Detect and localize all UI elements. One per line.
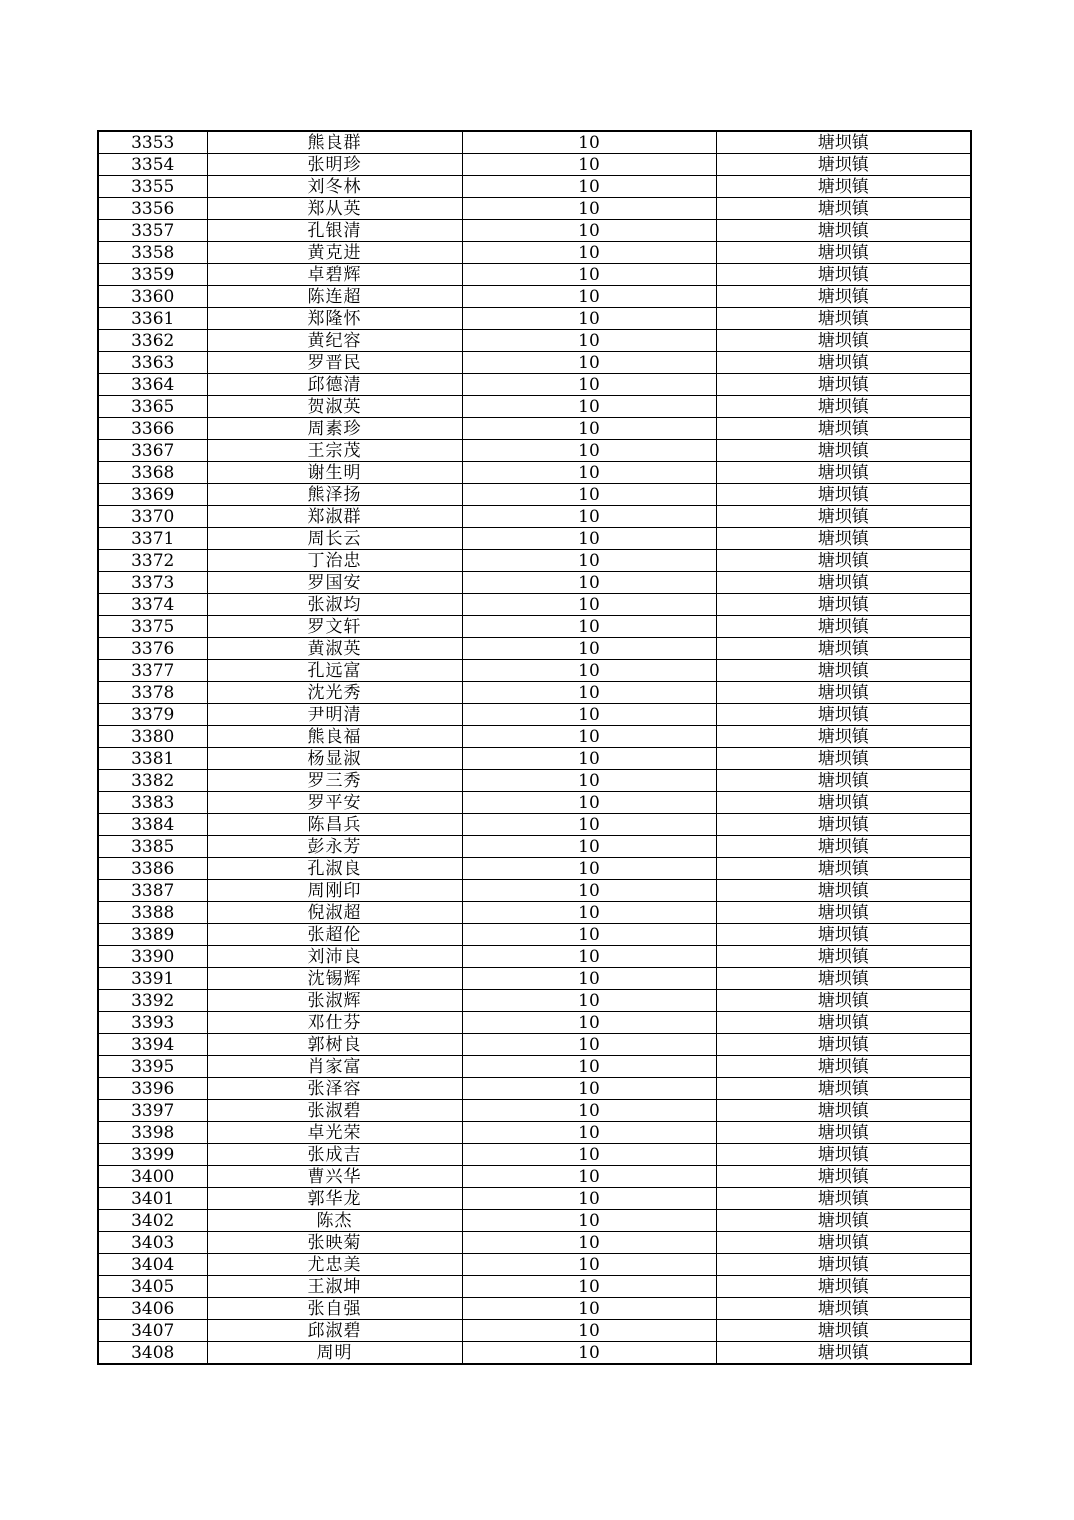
table-row	[98, 726, 971, 748]
table-row	[98, 462, 971, 484]
name-cell: 张淑均	[207, 594, 462, 616]
name-cell: 黄纪容	[207, 330, 462, 352]
table-row	[98, 1166, 971, 1188]
name-cell: 邱德清	[207, 374, 462, 396]
row-number-cell: 3406	[98, 1298, 207, 1320]
value-cell: 10	[462, 154, 716, 176]
name-cell: 陈昌兵	[207, 814, 462, 836]
town-cell: 塘坝镇	[716, 242, 971, 264]
name-cell: 尹明清	[207, 704, 462, 726]
value-cell: 10	[462, 1276, 716, 1298]
row-number-cell: 3382	[98, 770, 207, 792]
name-cell: 周刚印	[207, 880, 462, 902]
table-row	[98, 1034, 971, 1056]
table-row	[98, 1144, 971, 1166]
value-cell: 10	[462, 198, 716, 220]
row-number-cell: 3386	[98, 858, 207, 880]
row-number-cell: 3392	[98, 990, 207, 1012]
name-cell: 罗文轩	[207, 616, 462, 638]
name-cell: 沈锡辉	[207, 968, 462, 990]
row-number-cell: 3404	[98, 1254, 207, 1276]
table-body	[98, 131, 971, 1364]
table-row	[98, 770, 971, 792]
town-cell: 塘坝镇	[716, 1012, 971, 1034]
name-cell: 郭树良	[207, 1034, 462, 1056]
table-row	[98, 1298, 971, 1320]
town-cell: 塘坝镇	[716, 506, 971, 528]
row-number-cell: 3353	[98, 131, 207, 154]
row-number-cell: 3373	[98, 572, 207, 594]
value-cell: 10	[462, 1100, 716, 1122]
name-cell: 黄淑英	[207, 638, 462, 660]
row-number-cell: 3367	[98, 440, 207, 462]
table-row	[98, 1078, 971, 1100]
name-cell: 张明珍	[207, 154, 462, 176]
row-number-cell: 3388	[98, 902, 207, 924]
town-cell: 塘坝镇	[716, 836, 971, 858]
name-cell: 周明	[207, 1342, 462, 1365]
town-cell: 塘坝镇	[716, 220, 971, 242]
town-cell: 塘坝镇	[716, 660, 971, 682]
town-cell: 塘坝镇	[716, 880, 971, 902]
town-cell: 塘坝镇	[716, 352, 971, 374]
town-cell: 塘坝镇	[716, 374, 971, 396]
table-row	[98, 440, 971, 462]
value-cell: 10	[462, 484, 716, 506]
name-cell: 倪淑超	[207, 902, 462, 924]
table-row	[98, 1232, 971, 1254]
row-number-cell: 3380	[98, 726, 207, 748]
town-cell: 塘坝镇	[716, 1342, 971, 1365]
value-cell: 10	[462, 968, 716, 990]
row-number-cell: 3358	[98, 242, 207, 264]
town-cell: 塘坝镇	[716, 814, 971, 836]
table-row	[98, 176, 971, 198]
table-row	[98, 198, 971, 220]
name-cell: 王宗茂	[207, 440, 462, 462]
name-cell: 熊良福	[207, 726, 462, 748]
row-number-cell: 3399	[98, 1144, 207, 1166]
row-number-cell: 3393	[98, 1012, 207, 1034]
row-number-cell: 3364	[98, 374, 207, 396]
table-row	[98, 131, 971, 154]
value-cell: 10	[462, 176, 716, 198]
value-cell: 10	[462, 1122, 716, 1144]
table-row	[98, 748, 971, 770]
name-cell: 周素珍	[207, 418, 462, 440]
town-cell: 塘坝镇	[716, 792, 971, 814]
town-cell: 塘坝镇	[716, 616, 971, 638]
row-number-cell: 3371	[98, 528, 207, 550]
name-cell: 曹兴华	[207, 1166, 462, 1188]
town-cell: 塘坝镇	[716, 418, 971, 440]
town-cell: 塘坝镇	[716, 1320, 971, 1342]
table-row	[98, 1100, 971, 1122]
value-cell: 10	[462, 242, 716, 264]
table-row	[98, 792, 971, 814]
row-number-cell: 3360	[98, 286, 207, 308]
name-cell: 郑从英	[207, 198, 462, 220]
row-number-cell: 3401	[98, 1188, 207, 1210]
name-cell: 邓仕芬	[207, 1012, 462, 1034]
town-cell: 塘坝镇	[716, 968, 971, 990]
name-cell: 谢生明	[207, 462, 462, 484]
town-cell: 塘坝镇	[716, 308, 971, 330]
row-number-cell: 3400	[98, 1166, 207, 1188]
name-cell: 邱淑碧	[207, 1320, 462, 1342]
table-row	[98, 924, 971, 946]
row-number-cell: 3391	[98, 968, 207, 990]
row-number-cell: 3372	[98, 550, 207, 572]
row-number-cell: 3383	[98, 792, 207, 814]
row-number-cell: 3365	[98, 396, 207, 418]
table-row	[98, 1056, 971, 1078]
name-cell: 杨显淑	[207, 748, 462, 770]
row-number-cell: 3408	[98, 1342, 207, 1365]
row-number-cell: 3368	[98, 462, 207, 484]
row-number-cell: 3398	[98, 1122, 207, 1144]
town-cell: 塘坝镇	[716, 154, 971, 176]
value-cell: 10	[462, 682, 716, 704]
value-cell: 10	[462, 1144, 716, 1166]
town-cell: 塘坝镇	[716, 440, 971, 462]
value-cell: 10	[462, 396, 716, 418]
value-cell: 10	[462, 1078, 716, 1100]
value-cell: 10	[462, 1166, 716, 1188]
table-row	[98, 264, 971, 286]
row-number-cell: 3361	[98, 308, 207, 330]
row-number-cell: 3357	[98, 220, 207, 242]
name-cell: 张泽容	[207, 1078, 462, 1100]
value-cell: 10	[462, 836, 716, 858]
row-number-cell: 3385	[98, 836, 207, 858]
row-number-cell: 3381	[98, 748, 207, 770]
name-cell: 郭华龙	[207, 1188, 462, 1210]
town-cell: 塘坝镇	[716, 1276, 971, 1298]
town-cell: 塘坝镇	[716, 330, 971, 352]
value-cell: 10	[462, 946, 716, 968]
town-cell: 塘坝镇	[716, 858, 971, 880]
town-cell: 塘坝镇	[716, 1166, 971, 1188]
value-cell: 10	[462, 858, 716, 880]
table-row	[98, 814, 971, 836]
table-row	[98, 616, 971, 638]
value-cell: 10	[462, 814, 716, 836]
value-cell: 10	[462, 1056, 716, 1078]
town-cell: 塘坝镇	[716, 748, 971, 770]
table-row	[98, 330, 971, 352]
table-row	[98, 858, 971, 880]
value-cell: 10	[462, 528, 716, 550]
row-number-cell: 3407	[98, 1320, 207, 1342]
table-row	[98, 902, 971, 924]
table-row	[98, 1122, 971, 1144]
town-cell: 塘坝镇	[716, 1056, 971, 1078]
row-number-cell: 3355	[98, 176, 207, 198]
name-cell: 陈杰	[207, 1210, 462, 1232]
table-row	[98, 242, 971, 264]
row-number-cell: 3363	[98, 352, 207, 374]
row-number-cell: 3362	[98, 330, 207, 352]
value-cell: 10	[462, 726, 716, 748]
value-cell: 10	[462, 1254, 716, 1276]
table-row	[98, 506, 971, 528]
table-row	[98, 308, 971, 330]
value-cell: 10	[462, 924, 716, 946]
name-cell: 孔银清	[207, 220, 462, 242]
value-cell: 10	[462, 1232, 716, 1254]
value-cell: 10	[462, 660, 716, 682]
row-number-cell: 3395	[98, 1056, 207, 1078]
value-cell: 10	[462, 352, 716, 374]
town-cell: 塘坝镇	[716, 550, 971, 572]
table-row	[98, 880, 971, 902]
row-number-cell: 3369	[98, 484, 207, 506]
value-cell: 10	[462, 131, 716, 154]
value-cell: 10	[462, 1210, 716, 1232]
row-number-cell: 3366	[98, 418, 207, 440]
table-row	[98, 352, 971, 374]
town-cell: 塘坝镇	[716, 1034, 971, 1056]
town-cell: 塘坝镇	[716, 594, 971, 616]
town-cell: 塘坝镇	[716, 528, 971, 550]
row-number-cell: 3374	[98, 594, 207, 616]
row-number-cell: 3378	[98, 682, 207, 704]
value-cell: 10	[462, 462, 716, 484]
value-cell: 10	[462, 1188, 716, 1210]
table-row	[98, 594, 971, 616]
name-cell: 黄克进	[207, 242, 462, 264]
table-row	[98, 396, 971, 418]
name-cell: 郑隆怀	[207, 308, 462, 330]
table-row	[98, 682, 971, 704]
value-cell: 10	[462, 264, 716, 286]
name-cell: 刘沛良	[207, 946, 462, 968]
value-cell: 10	[462, 330, 716, 352]
table-row	[98, 154, 971, 176]
name-cell: 贺淑英	[207, 396, 462, 418]
town-cell: 塘坝镇	[716, 682, 971, 704]
table-row	[98, 286, 971, 308]
row-number-cell: 3396	[98, 1078, 207, 1100]
town-cell: 塘坝镇	[716, 286, 971, 308]
table-row	[98, 550, 971, 572]
row-number-cell: 3394	[98, 1034, 207, 1056]
town-cell: 塘坝镇	[716, 902, 971, 924]
name-cell: 卓碧辉	[207, 264, 462, 286]
name-cell: 孔远富	[207, 660, 462, 682]
town-cell: 塘坝镇	[716, 198, 971, 220]
value-cell: 10	[462, 594, 716, 616]
town-cell: 塘坝镇	[716, 946, 971, 968]
row-number-cell: 3384	[98, 814, 207, 836]
name-cell: 陈连超	[207, 286, 462, 308]
name-cell: 肖家富	[207, 1056, 462, 1078]
town-cell: 塘坝镇	[716, 1078, 971, 1100]
name-cell: 熊泽扬	[207, 484, 462, 506]
value-cell: 10	[462, 770, 716, 792]
town-cell: 塘坝镇	[716, 1232, 971, 1254]
town-cell: 塘坝镇	[716, 638, 971, 660]
table-row	[98, 638, 971, 660]
name-cell: 刘冬林	[207, 176, 462, 198]
table-row	[98, 1254, 971, 1276]
table-row	[98, 528, 971, 550]
town-cell: 塘坝镇	[716, 1254, 971, 1276]
town-cell: 塘坝镇	[716, 726, 971, 748]
table-row	[98, 660, 971, 682]
table-row	[98, 836, 971, 858]
value-cell: 10	[462, 748, 716, 770]
town-cell: 塘坝镇	[716, 131, 971, 154]
row-number-cell: 3405	[98, 1276, 207, 1298]
value-cell: 10	[462, 572, 716, 594]
table-row	[98, 946, 971, 968]
row-number-cell: 3376	[98, 638, 207, 660]
value-cell: 10	[462, 902, 716, 924]
name-cell: 罗晋民	[207, 352, 462, 374]
row-number-cell: 3390	[98, 946, 207, 968]
table-row	[98, 374, 971, 396]
value-cell: 10	[462, 1342, 716, 1365]
value-cell: 10	[462, 506, 716, 528]
name-cell: 张淑碧	[207, 1100, 462, 1122]
name-cell: 张映菊	[207, 1232, 462, 1254]
town-cell: 塘坝镇	[716, 1298, 971, 1320]
row-number-cell: 3359	[98, 264, 207, 286]
value-cell: 10	[462, 880, 716, 902]
table-row	[98, 1320, 971, 1342]
table-row	[98, 572, 971, 594]
name-cell: 孔淑良	[207, 858, 462, 880]
town-cell: 塘坝镇	[716, 1144, 971, 1166]
row-number-cell: 3397	[98, 1100, 207, 1122]
name-cell: 罗平安	[207, 792, 462, 814]
town-cell: 塘坝镇	[716, 924, 971, 946]
row-number-cell: 3370	[98, 506, 207, 528]
name-cell: 张自强	[207, 1298, 462, 1320]
name-cell: 张淑辉	[207, 990, 462, 1012]
name-cell: 张超伦	[207, 924, 462, 946]
table-row	[98, 484, 971, 506]
town-cell: 塘坝镇	[716, 1100, 971, 1122]
row-number-cell: 3375	[98, 616, 207, 638]
table-row	[98, 1276, 971, 1298]
table-row	[98, 220, 971, 242]
row-number-cell: 3403	[98, 1232, 207, 1254]
name-cell: 彭永芳	[207, 836, 462, 858]
value-cell: 10	[462, 638, 716, 660]
value-cell: 10	[462, 440, 716, 462]
town-cell: 塘坝镇	[716, 770, 971, 792]
row-number-cell: 3377	[98, 660, 207, 682]
value-cell: 10	[462, 374, 716, 396]
town-cell: 塘坝镇	[716, 264, 971, 286]
town-cell: 塘坝镇	[716, 1210, 971, 1232]
name-cell: 熊良群	[207, 131, 462, 154]
table-row	[98, 704, 971, 726]
row-number-cell: 3389	[98, 924, 207, 946]
name-cell: 罗三秀	[207, 770, 462, 792]
value-cell: 10	[462, 1298, 716, 1320]
value-cell: 10	[462, 1034, 716, 1056]
value-cell: 10	[462, 286, 716, 308]
value-cell: 10	[462, 418, 716, 440]
name-cell: 王淑坤	[207, 1276, 462, 1298]
value-cell: 10	[462, 704, 716, 726]
town-cell: 塘坝镇	[716, 572, 971, 594]
town-cell: 塘坝镇	[716, 176, 971, 198]
table-row	[98, 1188, 971, 1210]
value-cell: 10	[462, 308, 716, 330]
town-cell: 塘坝镇	[716, 396, 971, 418]
table-row	[98, 990, 971, 1012]
row-number-cell: 3402	[98, 1210, 207, 1232]
name-cell: 丁治忠	[207, 550, 462, 572]
row-number-cell: 3379	[98, 704, 207, 726]
value-cell: 10	[462, 220, 716, 242]
value-cell: 10	[462, 990, 716, 1012]
town-cell: 塘坝镇	[716, 1122, 971, 1144]
town-cell: 塘坝镇	[716, 462, 971, 484]
table-row	[98, 1342, 971, 1365]
table-row	[98, 968, 971, 990]
name-cell: 郑淑群	[207, 506, 462, 528]
data-table	[97, 130, 972, 1365]
name-cell: 沈光秀	[207, 682, 462, 704]
name-cell: 卓光荣	[207, 1122, 462, 1144]
table-row	[98, 418, 971, 440]
value-cell: 10	[462, 792, 716, 814]
table-row	[98, 1012, 971, 1034]
town-cell: 塘坝镇	[716, 484, 971, 506]
town-cell: 塘坝镇	[716, 1188, 971, 1210]
name-cell: 张成吉	[207, 1144, 462, 1166]
row-number-cell: 3356	[98, 198, 207, 220]
name-cell: 周长云	[207, 528, 462, 550]
name-cell: 罗国安	[207, 572, 462, 594]
name-cell: 尤忠美	[207, 1254, 462, 1276]
value-cell: 10	[462, 1012, 716, 1034]
row-number-cell: 3387	[98, 880, 207, 902]
town-cell: 塘坝镇	[716, 990, 971, 1012]
value-cell: 10	[462, 616, 716, 638]
value-cell: 10	[462, 1320, 716, 1342]
town-cell: 塘坝镇	[716, 704, 971, 726]
value-cell: 10	[462, 550, 716, 572]
table-row	[98, 1210, 971, 1232]
row-number-cell: 3354	[98, 154, 207, 176]
